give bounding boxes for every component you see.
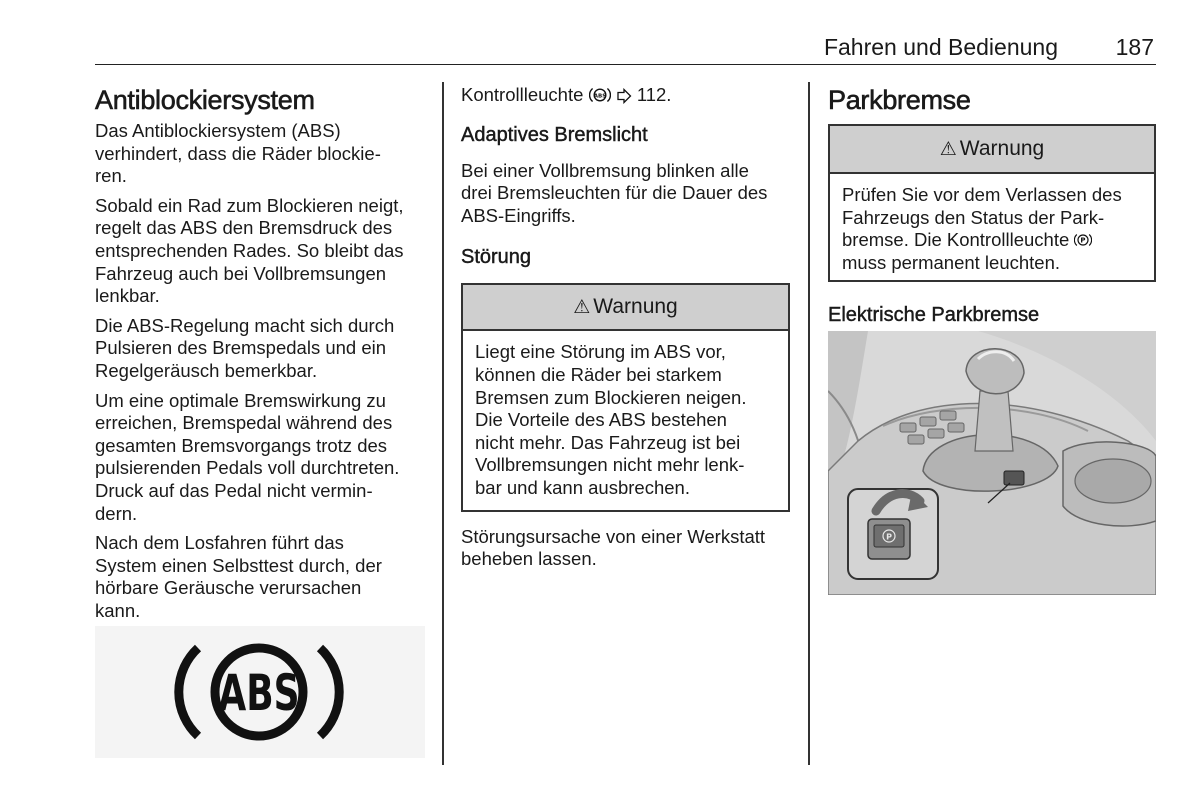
page-reference-arrow-icon: [616, 88, 632, 104]
svg-text:P: P: [1080, 236, 1086, 245]
warning-triangle-icon: ⚠: [573, 297, 591, 319]
warning-box-parking: [828, 124, 1156, 282]
column-abs: [95, 82, 425, 622]
cross-reference: Kontrollleuchte ABS 112.: [461, 84, 672, 105]
warning-triangle-icon: ⚠: [939, 139, 957, 160]
paragraph: Das Antiblockiersystem (ABS) verhindert, dass die Räder blockie- ren.: [95, 120, 381, 187]
parking-brake-indicator-icon: [1074, 231, 1092, 249]
parking-brake-illustration: [828, 331, 1156, 595]
center-console-image: [828, 331, 1156, 595]
section-title: Fahren und Bedienung: [823, 34, 1058, 60]
paragraph: Sobald ein Rad zum Blockieren neigt, regelt das ABS den Bremsdruck des entsprechenden Rades. So bleibt das Fahrzeug auch bei Vollbremsungen lenkbar.: [95, 194, 404, 307]
warning-header: ⚠ Warnung: [463, 285, 788, 331]
column-divider: [808, 82, 810, 765]
page-number: 187: [1115, 34, 1154, 60]
column-divider: [442, 82, 444, 765]
warning-box-abs: [461, 283, 790, 511]
abs-warning-symbol: [95, 626, 425, 758]
warning-header: ⚠ Warnung: [830, 126, 1154, 174]
abs-symbol-text: ABS: [218, 665, 300, 723]
paragraph: Bei einer Vollbremsung blinken alle drei Bremsleuchten für die Dauer des ABS-Eingriffs.: [461, 159, 768, 226]
running-header: [95, 30, 1156, 65]
heading-electric-parking-brake: Elektrische Parkbremse: [828, 304, 1040, 327]
paragraph: Die ABS-Regelung macht sich durch Pulsieren des Bremspedals und ein Regelgeräusch bemerkbar.: [95, 314, 395, 381]
column-brake-light: [461, 82, 791, 571]
column-parking-brake: [828, 82, 1158, 327]
paragraph: Nach dem Losfahren führt das System einen Selbsttest durch, der hörbare Geräusche verursachen kann.: [95, 532, 382, 621]
paragraph: Störungsursache von einer Werkstatt beheben lassen.: [461, 525, 766, 570]
heading-antiblockiersystem: Antiblockiersystem: [95, 85, 315, 115]
heading-adaptive-brake-light: Adaptives Bremslicht: [461, 123, 648, 146]
abs-icon: [95, 626, 425, 758]
svg-text:ABS: ABS: [593, 93, 606, 100]
svg-text:P: P: [886, 532, 892, 542]
warning-body: Liegt eine Störung im ABS vor, können die Räder bei starkem Bremsen zum Blockieren neigen. Die Vorteile des ABS bestehen nicht mehr. Das Fahrzeug ist bei Vollbremsungen nicht mehr lenk- bar und kann ausbrechen.: [475, 341, 747, 498]
abs-indicator-icon: [589, 86, 611, 104]
paragraph: Um eine optimale Bremswirkung zu erreichen, Bremspedal während des gesamten Bremsvorgangs trotz des pulsierenden Pedals voll durchtreten. Druck auf das Pedal nicht vermin- dern.: [95, 389, 400, 524]
warning-body: Prüfen Sie vor dem Verlassen des Fahrzeugs den Status der Park- bremse. Die Kontrollleuchte P muss permanent leuchten.: [842, 184, 1122, 273]
heading-fault: Störung: [461, 246, 532, 269]
heading-parkbremse: Parkbremse: [828, 85, 971, 115]
